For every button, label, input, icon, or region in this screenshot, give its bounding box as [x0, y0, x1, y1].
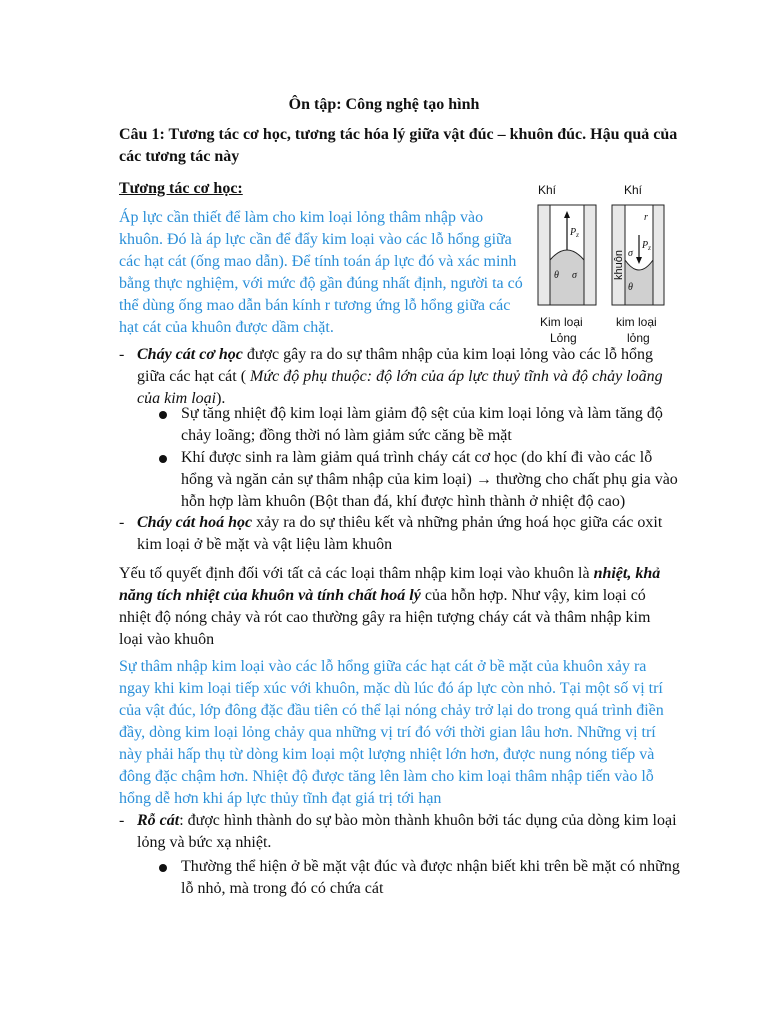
- para2-b: của hỗn hợp. Như vậy, kim loại có nhiệt độ nóng chảy và rót cao thường gây ra hiện tượng cháy cát và thâm nhập kim loại vào khuôn: [119, 587, 651, 648]
- item1-end: ).: [216, 390, 226, 407]
- figure-label-left-bottom-2: Lỏng: [550, 331, 577, 345]
- item1-italic-text: Mức độ phụ thuộc: độ lớn của áp lực thuỷ tĩnh và độ chảy loãng của kim loại: [137, 368, 663, 407]
- term-sand-holes: Rỗ cát: [137, 812, 180, 829]
- item2-text: xảy ra do sự thiêu kết và những phản ứng hoá học giữa các oxit kim loại ở bề mặt và vật liệu làm khuôn: [137, 514, 663, 553]
- list-item-sand-holes: [137, 810, 677, 854]
- bullet-dot: [159, 864, 167, 872]
- figure-label-right-top: Khí: [624, 183, 643, 197]
- figure-label-left-top: Khí: [538, 183, 557, 197]
- paragraph-penetration: Sự thâm nhập kim loại vào các lỗ hổng giữa các hạt cát ở bề mặt của khuôn xảy ra ngay khi kim loại tiếp xúc với khuôn, mặc dù lúc đó áp lực còn nhỏ. Tại một số vị trí của vật đúc, lớp đông đặc đầu tiên có thể lại nóng chảy trở lại do trong quá trình điền đầy, dòng kim loại lỏng chảy qua những vị trí đó với thời gian lâu hơn. Những vị trí này phải hấp thụ từ dòng kim loại một lượng nhiệt lớn hơn, được nung nóng tiếp và đông đặc chậm hơn. Nhiệt độ được tăng lên làm cho kim loại thâm nhập tiến vào lỗ hổng dễ hơn khi áp lực thủy tĩnh đạt giá trị tới hạn: [119, 658, 664, 807]
- list-dash: -: [119, 812, 125, 829]
- list-item-mechanical-burn: [137, 344, 682, 410]
- item3-text: : được hình thành do sự bào mòn thành khuôn bởi tác dụng của dòng kim loại lỏng và bức xạ nhiệt.: [137, 812, 677, 851]
- term-mechanical-burn: Cháy cát cơ học: [137, 346, 243, 363]
- list-dash: -: [119, 346, 125, 363]
- paragraph-intro: Áp lực cần thiết để làm cho kim loại lỏng thâm nhập vào khuôn. Đó là áp lực cần để đẩy kim loại vào các lỗ hổng giữa các hạt cát (ống mao dẫn). Để tính toán áp lực đó và xác minh bằng thực nghiệm, với mức độ gần đúng nhất định, người ta có thể dùng ống mao dẫn bán kính r tương ứng lỗ hổng giữa các hạt cát của khuôn được dầm chặt.: [119, 209, 523, 336]
- item1-text: được gây ra do sự thâm nhập của kim loại lỏng vào các lỗ hổng giữa các hạt cát (: [137, 346, 654, 385]
- right-side-label: khuôn: [613, 250, 625, 280]
- para2-a: Yếu tố quyết định đối với tất cả các loại thâm nhập kim loại vào khuôn là: [119, 565, 594, 582]
- bullet-dot: [159, 411, 167, 419]
- bullet-item-1: Sự tăng nhiệt độ kim loại làm giảm độ sệt của kim loại lỏng và làm tăng độ chảy loãng; đồng thời nó làm giảm sức căng bề mặt: [181, 405, 663, 444]
- left-theta-label: θ: [554, 270, 559, 281]
- term-chemical-burn: Cháy cát hoá học: [137, 514, 253, 531]
- left-pz-label: $P_z$: [570, 227, 579, 239]
- right-sigma-label: σ: [628, 248, 633, 259]
- capillary-figure: [530, 180, 670, 350]
- figure-label-right-bottom-2: lỏng: [627, 331, 650, 345]
- bullet-item-2: Khí được sinh ra làm giảm quá trình cháy cát cơ học (do khí đi vào các lỗ hổng và ngăn cản sự thâm nhập của kim loại) → thường cho chất phụ gia vào hỗn hợp làm khuôn (Bột than đá, khí được hình thành ở nhiệt độ cao): [181, 449, 678, 510]
- right-r-label: r: [644, 212, 648, 223]
- para2-bold-italic: nhiệt, khả năng tích nhiệt của khuôn và tính chất hoá lý: [119, 565, 661, 604]
- bullet-dot: [159, 455, 167, 463]
- bullet-item-3: Thường thể hiện ở bề mặt vật đúc và được nhận biết khi trên bề mặt có những lỗ nhỏ, mà trong đó có chứa cát: [181, 858, 680, 897]
- document-title: Ôn tập: Công nghệ tạo hình: [288, 96, 480, 113]
- paragraph-decisive-factor: [119, 563, 664, 651]
- question-heading: Câu 1: Tương tác cơ học, tương tác hóa lý giữa vật đúc – khuôn đúc. Hậu quả của các tương tác này: [119, 126, 678, 165]
- right-theta-label: θ: [628, 282, 633, 293]
- list-item-chemical-burn: [137, 512, 677, 556]
- figure-label-left-bottom-1: Kim loại: [540, 315, 583, 329]
- figure-label-right-bottom-1: kim loại: [616, 315, 657, 329]
- left-sigma-label: σ: [572, 270, 577, 281]
- list-dash: -: [119, 514, 125, 531]
- right-pz-label: $P_z$: [642, 240, 651, 252]
- section-heading: Tương tác cơ học:: [119, 180, 243, 197]
